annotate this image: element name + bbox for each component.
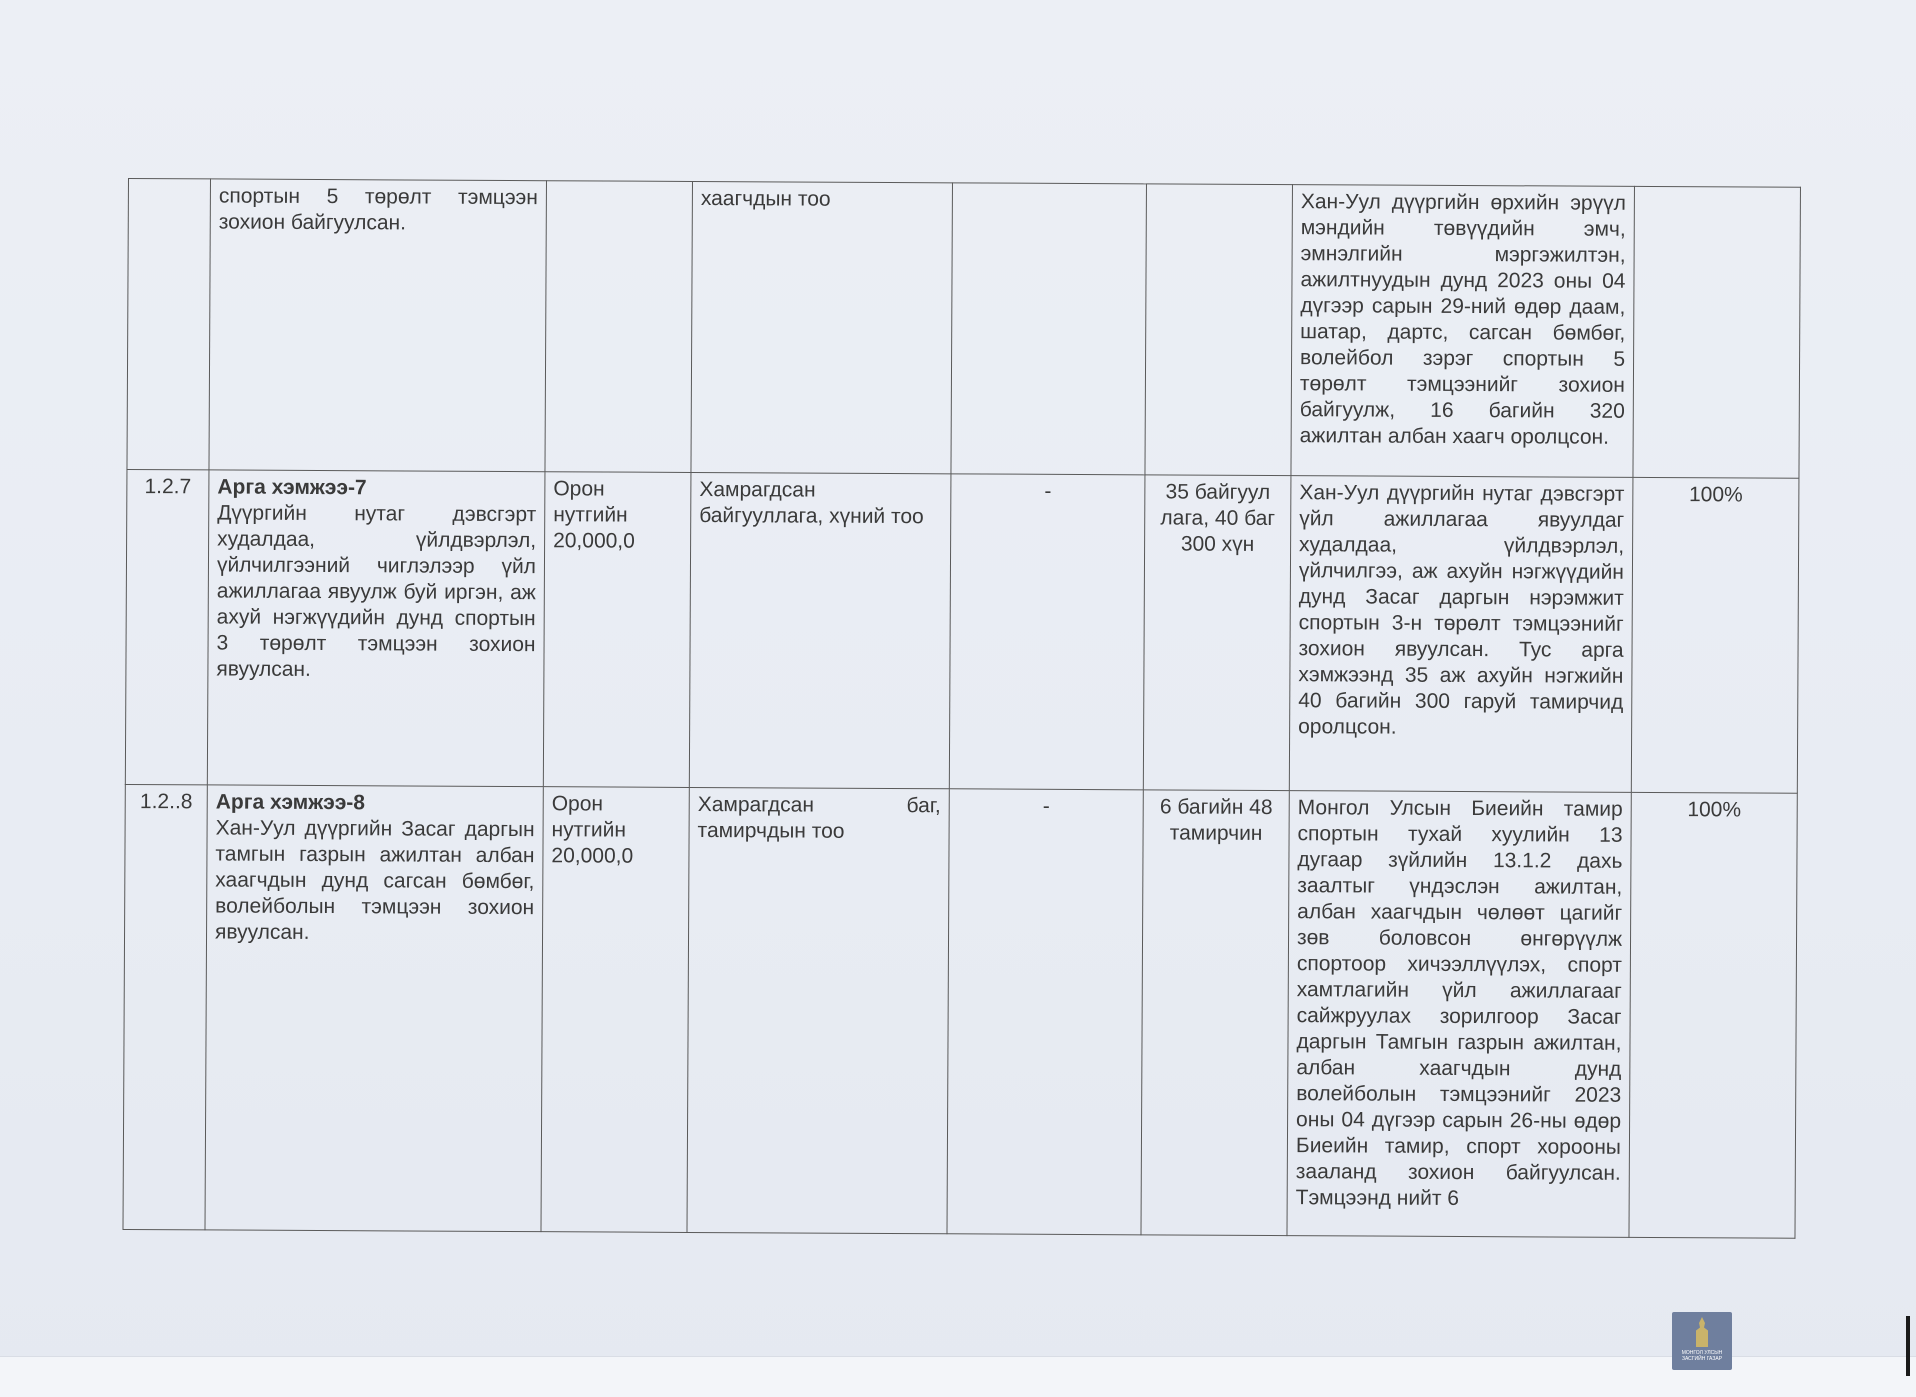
- row-number: 1.2.7: [125, 469, 209, 784]
- scan-edge-mark: [1906, 1316, 1910, 1376]
- table-row: [123, 784, 1797, 1238]
- funding-cell: Орон нутгийн 20,000,0: [543, 472, 691, 788]
- target-cell: 35 байгуул лага, 40 баг 300 хүн: [1143, 475, 1291, 791]
- performance-cell: Хан-Уул дүүргийн өрхийн эрүүл мэндийн төвүүдийн эмч, эмнэлгийн мэргэжилтэн, ажилтнуудын дунд 2023 оны 04 дүгээр сарын 29-ний өдөр даам, шатар, дартс, сагсан бөмбөг, волейбол зэрэг спортын 5 төрөлт тэмцээнийг зохион байгуулж, 16 багийн 320 ажилтан албан хаагч оролцсон.: [1291, 185, 1635, 478]
- indicator-cell: Хамрагдсан байгууллага, хүний тоо: [689, 472, 951, 788]
- performance-cell: Монгол Улсын Биеийн тамир спортын тухай хуулийн 13 дугаар зүйлийн 13.1.2 дахь заалтыг үндэслэн ажилтан, албан хаагчдын чөлөөт цагийг зөв боловсон өнгөрүүлж спортоор хичээллүүлэх, спорт хамтлагийн үйл ажиллагааг сайжруулах зорилгоор Засаг даргын Тамгын газрын ажилтан, албан хаагчдын дунд волейболын тэмцээнийг 2023 оны 04 дүгээр сарын 26-ны өдөр Биеийн тамир, спорт хорооны зааланд зохион байгуулсан. Тэмцээнд нийт 6: [1287, 791, 1631, 1238]
- row-number: [127, 179, 211, 470]
- funding-cell: Орон нутгийн 20,000,0: [541, 787, 689, 1233]
- percent-cell: [1633, 186, 1801, 478]
- government-seal: [1672, 1312, 1732, 1370]
- percent-cell: 100%: [1631, 477, 1799, 793]
- baseline-cell: -: [949, 474, 1145, 790]
- measure-cell: [205, 785, 543, 1232]
- measure-description: Хан-Уул дүүргийн Засаг даргын тамгын газрын ажилтан албан хаагчдын дунд сагсан бөмбөг, волейболын тэмцээн зохион явуулсан.: [214, 816, 535, 944]
- indicator-cell: хаагчдын тоо: [691, 181, 953, 473]
- performance-cell: Хан-Уул дүүргийн нутаг дэвсгэрт үйл ажиллагаа явуулдаг худалдаа, үйлдвэрлэл, үйлчилгээ, аж ахуйн нэгжүүдийн дунд Засаг даргын нэрэмжит спортын 3-н төрөлт тэмцээнийг зохион явуулсан. Тус арга хэмжээнд 35 аж ахуйн нэгжийн 40 багийн 300 гаруй тамирчид оролцсон.: [1289, 476, 1633, 793]
- measure-cell: [209, 179, 547, 472]
- baseline-cell: [951, 183, 1147, 475]
- target-cell: [1145, 184, 1293, 476]
- indicator-cell: Хамрагдсан баг, тамирчдын тоо: [687, 787, 949, 1233]
- target-cell: 6 багийн 48 тамирчин: [1141, 790, 1289, 1236]
- seal-line-2: ЗАСГИЙН ГАЗАР: [1681, 1356, 1723, 1362]
- measure-title: Арга хэмжээ-7: [217, 475, 367, 500]
- table-row: [125, 469, 1799, 793]
- funding-cell: [545, 181, 693, 473]
- seal-caption: [1682, 1350, 1723, 1362]
- soyombo-emblem-icon: [1692, 1317, 1712, 1347]
- percent-cell: 100%: [1629, 792, 1797, 1238]
- seal-line-1: МОНГОЛ УЛСЫН: [1681, 1350, 1723, 1356]
- measure-description: Дүүргийн нутаг дэвсгэрт худалдаа, үйлдвэрлэл, үйлчилгээний чиглэлээр үйл ажиллагаа явуулж буй иргэн, аж ахуй нэгжүүдийн дунд спортын 3 төрөлт тэмцээн зохион явуулсан.: [216, 501, 537, 681]
- activity-report-table: [122, 178, 1800, 1239]
- measure-title: Арга хэмжээ-8: [215, 790, 366, 815]
- table-row: [127, 179, 1801, 479]
- scan-bottom-strip: [0, 1356, 1916, 1397]
- row-number: 1.2..8: [123, 784, 207, 1229]
- baseline-cell: -: [947, 789, 1143, 1235]
- measure-cell: [207, 470, 545, 787]
- measure-description: спортын 5 төрөлт тэмцээн зохион байгуулсан.: [218, 184, 538, 235]
